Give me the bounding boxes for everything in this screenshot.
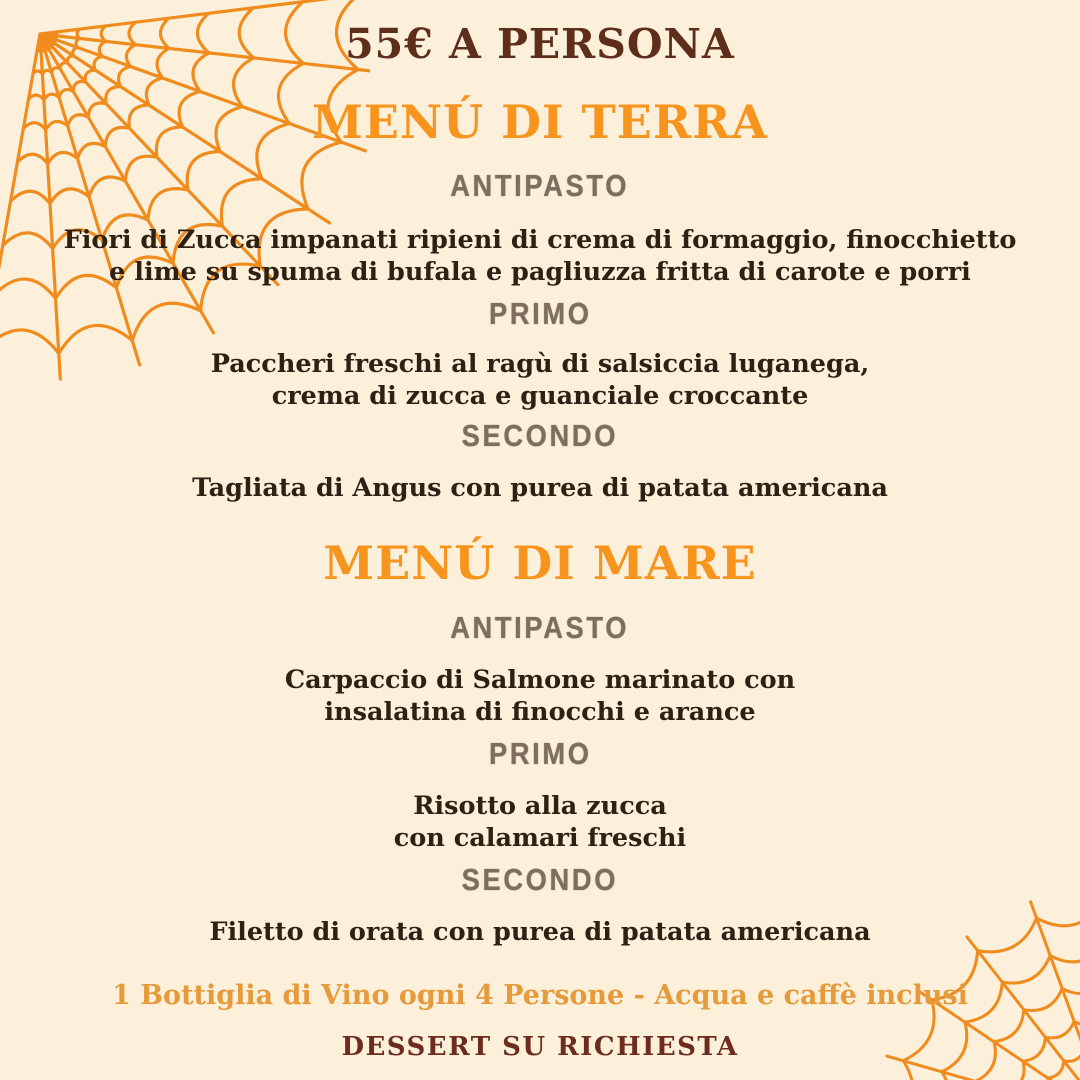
dish-line: Filetto di orata con purea di patata americana <box>209 917 871 947</box>
mare-secondo-label <box>0 862 1080 898</box>
terra-primo-label <box>0 296 1080 332</box>
dish-line: Risotto alla zucca <box>413 791 667 821</box>
mare-antipasto-description <box>0 664 1080 728</box>
dish-line: Tagliata di Angus con purea di patata americana <box>192 473 888 503</box>
course-label-text: SECONDO <box>461 862 619 897</box>
course-label-text: PRIMO <box>488 296 592 331</box>
dish-line: Paccheri freschi al ragù di salsiccia luganega, <box>210 349 870 379</box>
price-title: 55€ A PERSONA <box>345 20 735 68</box>
mare-primo-description <box>0 790 1080 854</box>
course-label-text: ANTIPASTO <box>450 168 630 203</box>
mare-antipasto-label <box>0 610 1080 646</box>
terra-antipasto-description <box>0 224 1080 288</box>
terra-secondo-label <box>0 418 1080 454</box>
course-label-text: ANTIPASTO <box>450 610 630 645</box>
dish-line: Carpaccio di Salmone marinato con <box>284 665 796 695</box>
terra-primo-description <box>0 348 1080 412</box>
terra-antipasto-label <box>0 168 1080 204</box>
course-label-text: SECONDO <box>461 418 619 453</box>
wine-inclusions-note: 1 Bottiglia di Vino ogni 4 Persone - Acqua e caffè inclusi <box>112 980 968 1011</box>
course-label-text: PRIMO <box>488 736 592 771</box>
dish-line: con calamari freschi <box>393 823 687 853</box>
menu-mare-title: MENÚ DI MARE <box>323 536 757 590</box>
terra-secondo-description <box>0 472 1080 504</box>
dessert-note: DESSERT SU RICHIESTA <box>341 1032 739 1062</box>
dish-line: crema di zucca e guanciale croccante <box>271 381 809 411</box>
dish-line: e lime su spuma di bufala e pagliuzza fritta di carote e porri <box>109 257 971 287</box>
dish-line: Fiori di Zucca impanati ripieni di crema di formaggio, finocchietto <box>63 225 1017 255</box>
mare-primo-label <box>0 736 1080 772</box>
menu-terra-title: MENÚ DI TERRA <box>311 95 769 149</box>
dish-line: insalatina di finocchi e arance <box>324 697 756 727</box>
mare-secondo-description <box>0 916 1080 948</box>
